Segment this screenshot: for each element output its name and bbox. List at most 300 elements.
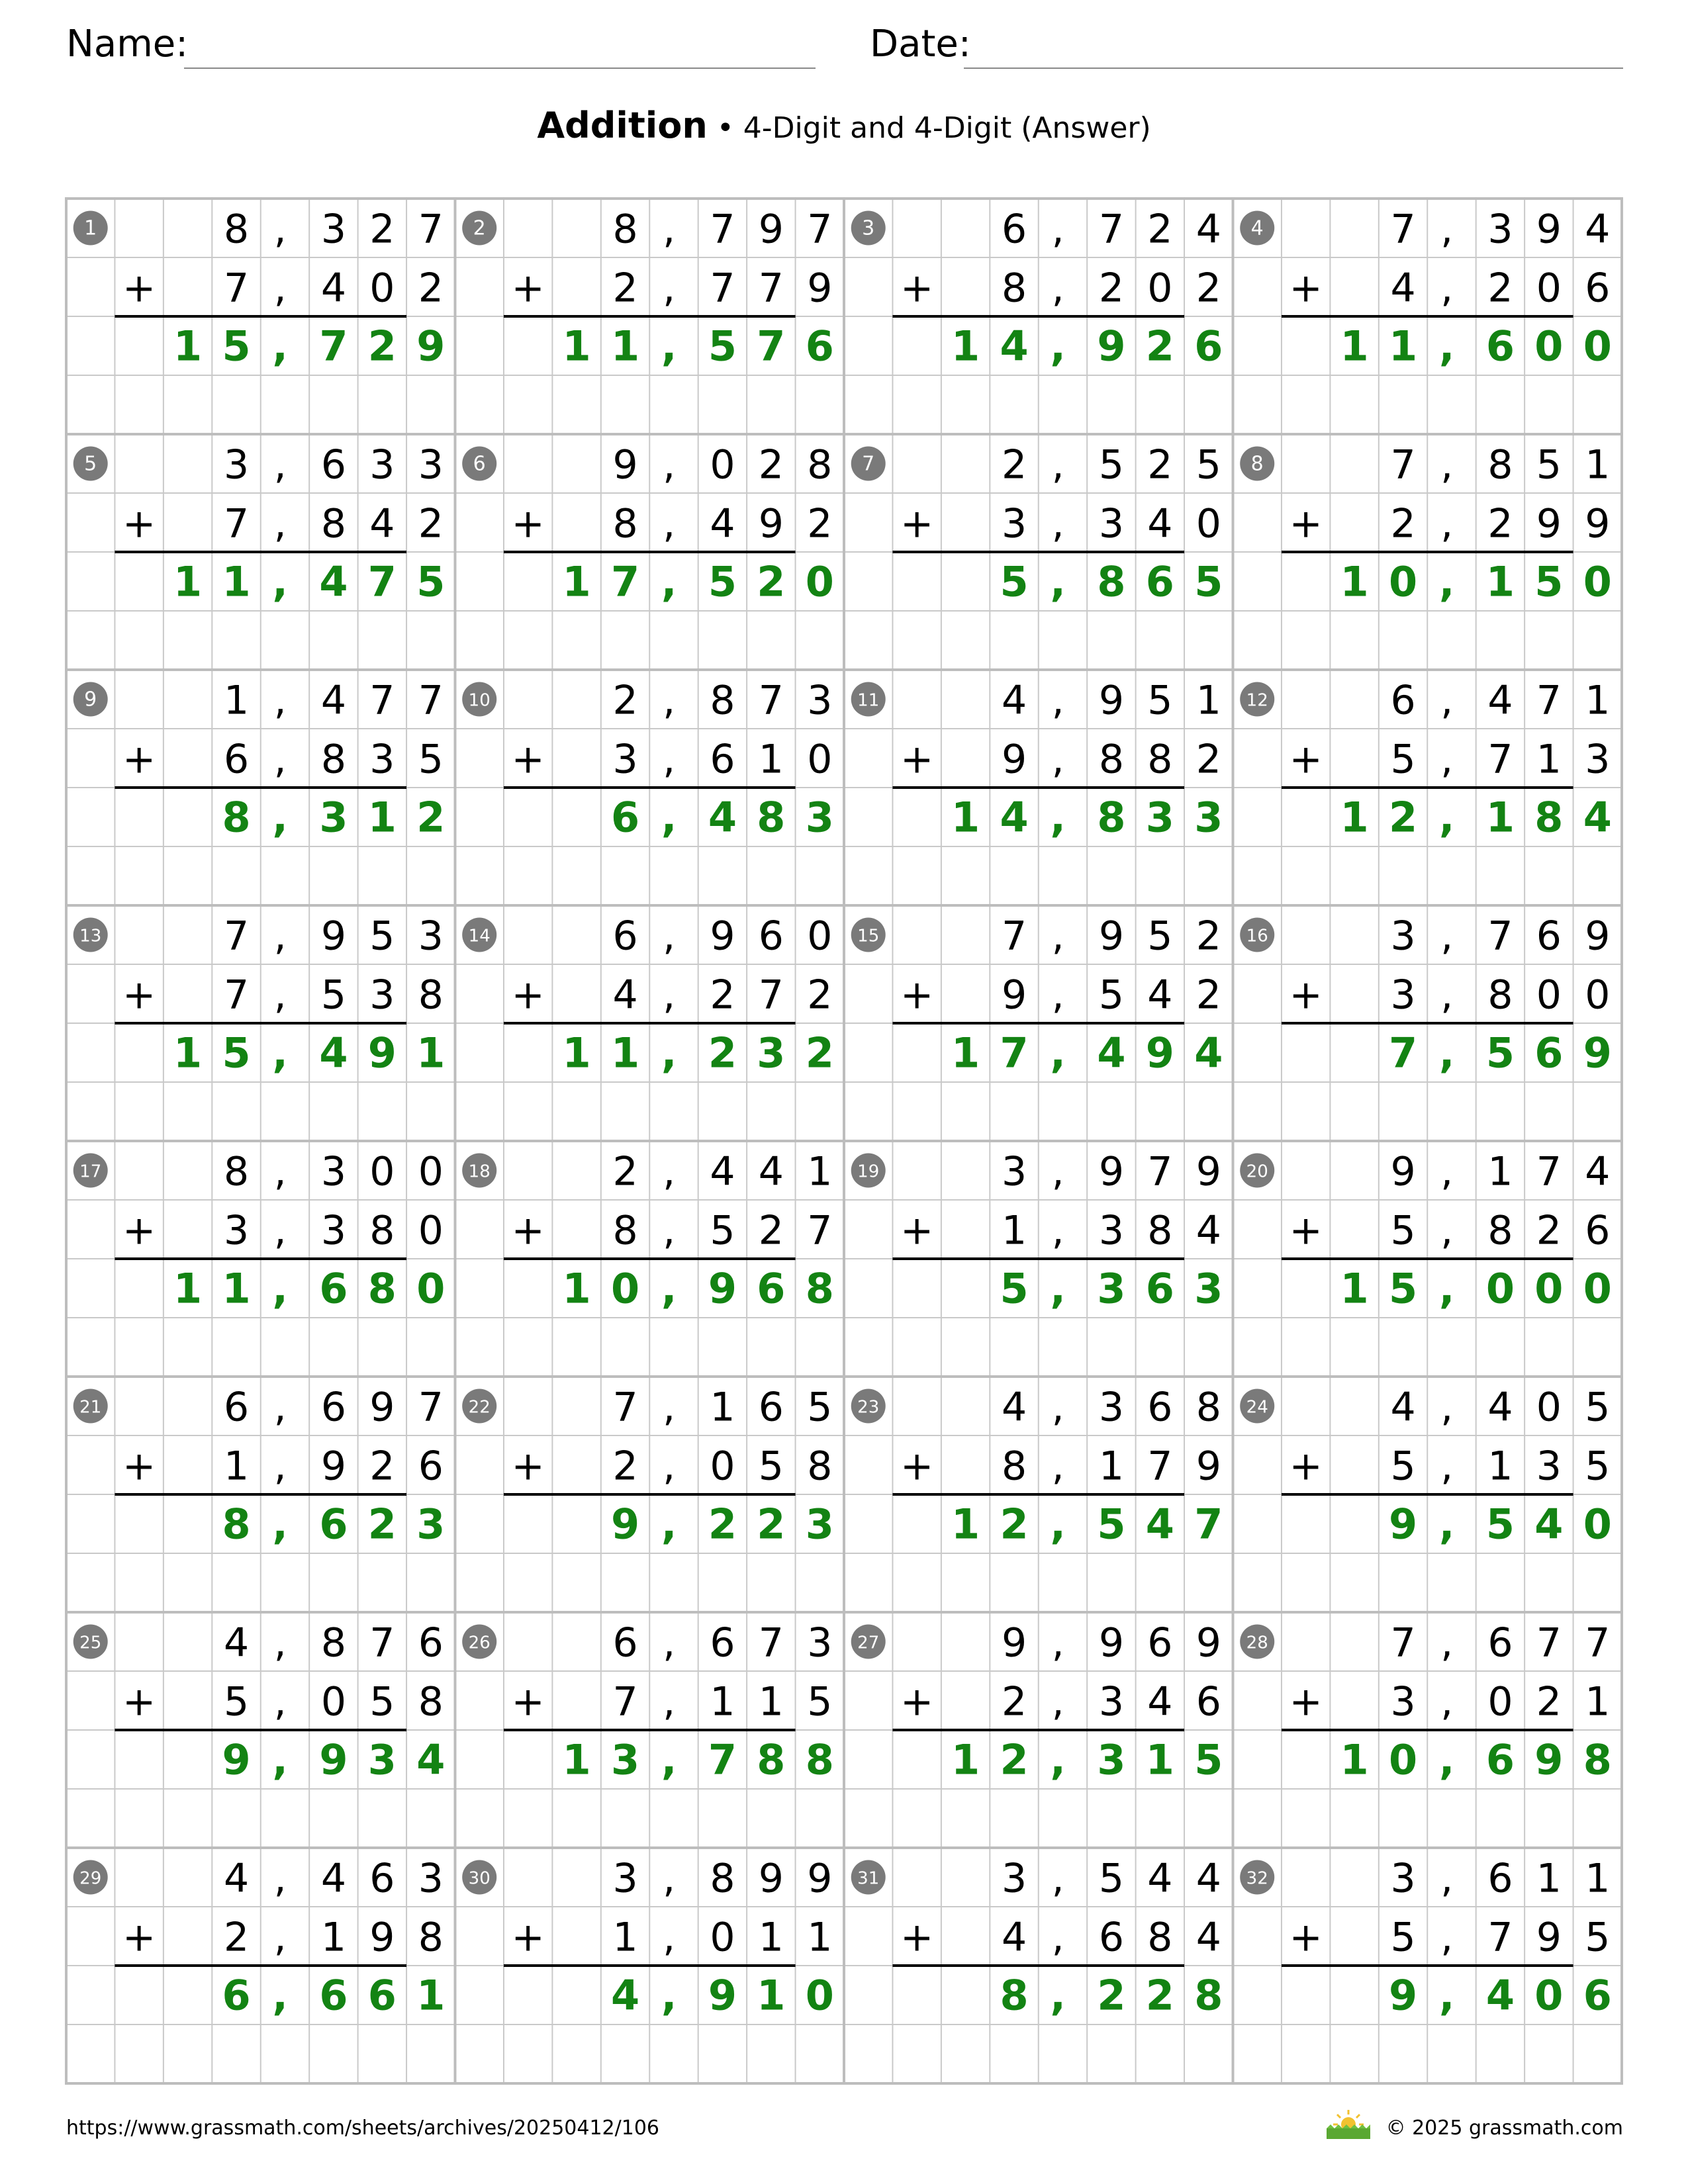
problem-number: 25	[79, 1633, 102, 1653]
addend-digit: ,	[663, 1384, 676, 1431]
addend-digit: 6	[1001, 206, 1027, 253]
addend-digit: 0	[1536, 265, 1562, 312]
addend-digit: 5	[369, 1678, 395, 1725]
answer-digit: 6	[319, 1264, 348, 1313]
addend-digit: 2	[612, 677, 638, 724]
problem-number: 9	[84, 688, 97, 711]
title-sub: 4-Digit and 4-Digit (Answer)	[743, 111, 1151, 145]
answer-digit: 1	[1340, 557, 1369, 606]
addend-digit: 3	[1536, 1443, 1562, 1490]
plus-sign: +	[122, 1443, 156, 1490]
addend-digit: 0	[807, 913, 833, 960]
answer-digit: 5	[708, 322, 737, 371]
addend-digit: 8	[418, 972, 444, 1019]
answer-digit: 1	[173, 322, 203, 371]
problem-2	[462, 206, 834, 371]
addend-digit: 6	[1390, 677, 1416, 724]
addend-digit: 4	[1585, 206, 1611, 253]
answer-digit: ,	[661, 322, 677, 371]
addend-digit: 2	[710, 972, 735, 1019]
addend-digit: 7	[418, 1384, 444, 1431]
addend-digit: 3	[320, 1207, 346, 1254]
addend-digit: 8	[1147, 1914, 1173, 1961]
addend-digit: 4	[369, 500, 395, 547]
addend-digit: ,	[1440, 913, 1454, 960]
answer-digit: 1	[562, 1735, 591, 1784]
addend-digit: 4	[1487, 677, 1513, 724]
answer-digit: ,	[1050, 1264, 1066, 1313]
addend-digit: ,	[1440, 1855, 1454, 1902]
addend-digit: 7	[1001, 913, 1027, 960]
addend-digit: ,	[1051, 677, 1064, 724]
addend-digit: 1	[320, 1914, 346, 1961]
plus-sign: +	[900, 1207, 934, 1254]
answer-digit: 8	[1534, 793, 1564, 842]
answer-digit: 3	[1097, 1264, 1126, 1313]
addend-digit: 4	[1001, 1914, 1027, 1961]
addend-digit: 4	[1147, 972, 1173, 1019]
addend-digit: 4	[1001, 1384, 1027, 1431]
addend-digit: 1	[1487, 1443, 1513, 1490]
addend-digit: 6	[710, 1619, 735, 1666]
answer-digit: 4	[1583, 793, 1612, 842]
addend-digit: 6	[1098, 1914, 1124, 1961]
answer-digit: ,	[661, 1500, 677, 1549]
problem-31	[851, 1856, 1223, 2020]
answer-digit: 8	[1097, 793, 1126, 842]
addend-digit: ,	[1051, 1148, 1064, 1195]
addend-digit: 1	[612, 1914, 638, 1961]
addend-digit: 9	[1196, 1443, 1221, 1490]
answer-digit: ,	[1438, 1264, 1455, 1313]
addend-digit: 0	[1487, 1678, 1513, 1725]
answer-digit: ,	[1050, 1735, 1066, 1784]
addend-digit: ,	[1440, 1678, 1454, 1725]
answer-digit: 0	[416, 1264, 445, 1313]
addend-digit: ,	[273, 441, 287, 488]
answer-digit: 2	[1388, 793, 1418, 842]
answer-digit: ,	[1050, 322, 1066, 371]
addend-digit: 8	[223, 1148, 250, 1195]
addend-digit: 2	[1001, 441, 1027, 488]
addend-digit: 9	[1536, 1914, 1562, 1961]
answer-digit: 1	[951, 322, 980, 371]
problem-20	[1240, 1149, 1612, 1313]
addend-digit: 9	[320, 1443, 346, 1490]
addend-digit: 4	[320, 1855, 346, 1902]
addend-digit: 3	[1390, 1678, 1416, 1725]
addend-digit: 7	[710, 206, 735, 253]
addend-digit: ,	[273, 972, 287, 1019]
addend-digit: 5	[1098, 1855, 1124, 1902]
answer-digit: 3	[805, 793, 834, 842]
problem-number: 17	[79, 1161, 102, 1182]
footer-url[interactable]: https://www.grassmath.com/sheets/archives/20250412/106	[66, 2116, 660, 2140]
answer-digit: 3	[1097, 1735, 1126, 1784]
addend-digit: 5	[1585, 1384, 1611, 1431]
addend-digit: ,	[273, 500, 287, 547]
plus-sign: +	[900, 1678, 934, 1725]
problem-number: 2	[473, 216, 486, 240]
addend-digit: ,	[1440, 1619, 1454, 1666]
problem-5	[73, 442, 445, 606]
answer-digit: 0	[1583, 1500, 1612, 1549]
answer-digit: 8	[1000, 1971, 1029, 2020]
answer-digit: 0	[610, 1264, 640, 1313]
addend-digit: 9	[1001, 972, 1027, 1019]
addend-digit: 3	[1098, 1384, 1124, 1431]
answer-digit: 2	[757, 1500, 786, 1549]
answer-digit: 6	[805, 322, 834, 371]
answer-digit: 8	[222, 793, 251, 842]
addend-digit: 9	[1098, 1148, 1124, 1195]
problem-number: 27	[857, 1633, 880, 1653]
plus-sign: +	[1289, 500, 1323, 547]
problem-29	[73, 1856, 445, 2020]
addend-digit: 5	[418, 736, 444, 783]
addend-digit: 9	[1585, 500, 1611, 547]
addend-digit: 5	[1390, 1914, 1416, 1961]
addend-digit: 2	[1487, 265, 1513, 312]
addend-digit: 1	[1098, 1443, 1124, 1490]
problem-number: 8	[1250, 452, 1264, 476]
addend-digit: 6	[1585, 265, 1611, 312]
addend-digit: 4	[710, 500, 735, 547]
answer-digit: 0	[805, 557, 834, 606]
addend-digit: 8	[320, 736, 346, 783]
addend-digit: 9	[1536, 500, 1562, 547]
plus-sign: +	[122, 1207, 156, 1254]
answer-digit: 3	[319, 793, 348, 842]
addend-digit: 0	[418, 1148, 444, 1195]
problem-number: 11	[857, 690, 880, 711]
answer-digit: 1	[1340, 793, 1369, 842]
addend-digit: 3	[418, 441, 444, 488]
answer-digit: ,	[272, 793, 288, 842]
addend-digit: 0	[1147, 265, 1173, 312]
addend-digit: 0	[710, 1443, 735, 1490]
addend-digit: 9	[758, 206, 784, 253]
addend-digit: 2	[1487, 500, 1513, 547]
addend-digit: ,	[273, 1148, 287, 1195]
problem-13	[73, 913, 445, 1077]
problem-9	[73, 678, 445, 842]
addend-digit: 0	[418, 1207, 444, 1254]
addend-digit: 3	[612, 1855, 638, 1902]
addend-digit: 5	[1585, 1443, 1611, 1490]
answer-digit: ,	[661, 1264, 677, 1313]
addend-digit: 7	[758, 265, 784, 312]
addend-digit: 5	[223, 1678, 250, 1725]
addend-digit: 1	[710, 1384, 735, 1431]
addend-digit: 6	[1536, 913, 1562, 960]
addend-digit: 1	[1196, 677, 1221, 724]
answer-digit: 8	[757, 793, 786, 842]
addend-digit: ,	[663, 1207, 676, 1254]
addend-digit: 9	[807, 265, 833, 312]
answer-digit: 1	[610, 1028, 640, 1077]
addend-digit: ,	[1440, 736, 1454, 783]
answer-digit: 3	[757, 1028, 786, 1077]
problem-number: 23	[857, 1397, 880, 1418]
addend-digit: 3	[369, 441, 395, 488]
answer-digit: 1	[562, 1264, 591, 1313]
addend-digit: ,	[1440, 677, 1454, 724]
answer-digit: 7	[610, 557, 640, 606]
plus-sign: +	[900, 500, 934, 547]
answer-digit: 0	[1388, 557, 1418, 606]
addend-digit: 9	[1390, 1148, 1416, 1195]
addend-digit: ,	[663, 1678, 676, 1725]
addend-digit: 7	[223, 913, 250, 960]
addend-digit: 7	[807, 206, 833, 253]
answer-digit: 5	[1097, 1500, 1126, 1549]
addend-digit: 2	[223, 1914, 250, 1961]
addend-digit: 7	[758, 972, 784, 1019]
answer-digit: 8	[805, 1735, 834, 1784]
addend-digit: ,	[663, 972, 676, 1019]
addend-digit: 7	[1098, 206, 1124, 253]
addend-digit: 0	[710, 441, 735, 488]
answer-digit: 1	[416, 1028, 445, 1077]
addend-digit: 3	[1487, 206, 1513, 253]
answer-digit: 4	[319, 1028, 348, 1077]
answer-digit: 2	[708, 1500, 737, 1549]
addend-digit: 8	[612, 1207, 638, 1254]
addend-digit: 6	[612, 1619, 638, 1666]
addend-digit: 8	[1001, 265, 1027, 312]
answer-digit: ,	[661, 793, 677, 842]
answer-digit: 9	[319, 1735, 348, 1784]
addend-digit: 8	[1487, 1207, 1513, 1254]
addend-digit: 0	[1585, 972, 1611, 1019]
addend-digit: 8	[612, 206, 638, 253]
addend-digit: 1	[1585, 441, 1611, 488]
answer-digit: 1	[1340, 1735, 1369, 1784]
addend-digit: 3	[369, 972, 395, 1019]
answer-digit: 2	[1145, 322, 1174, 371]
addend-digit: ,	[273, 1678, 287, 1725]
addend-digit: 8	[223, 206, 250, 253]
addend-digit: 9	[369, 1914, 395, 1961]
addend-digit: 8	[1487, 972, 1513, 1019]
answer-digit: 0	[1485, 1264, 1515, 1313]
addend-digit: 7	[1487, 736, 1513, 783]
plus-sign: +	[1289, 1443, 1323, 1490]
addend-digit: ,	[663, 736, 676, 783]
addend-digit: ,	[663, 1443, 676, 1490]
addend-digit: 1	[1585, 1678, 1611, 1725]
addend-digit: ,	[1051, 1678, 1064, 1725]
plus-sign: +	[511, 972, 545, 1019]
answer-digit: ,	[1050, 557, 1066, 606]
answer-digit: ,	[272, 322, 288, 371]
problem-18	[462, 1149, 834, 1313]
plus-sign: +	[122, 1678, 156, 1725]
addend-digit: ,	[273, 1914, 287, 1961]
addend-digit: 2	[1196, 913, 1221, 960]
problem-number: 15	[857, 926, 880, 946]
plus-sign: +	[1289, 1678, 1323, 1725]
answer-digit: 0	[805, 1971, 834, 2020]
addend-digit: 2	[612, 1443, 638, 1490]
addend-digit: 9	[1196, 1148, 1221, 1195]
answer-digit: 1	[1485, 793, 1515, 842]
answer-digit: 1	[562, 557, 591, 606]
problem-12	[1240, 678, 1612, 842]
addend-digit: 7	[807, 1207, 833, 1254]
problem-number: 31	[857, 1868, 880, 1889]
addend-digit: 9	[710, 913, 735, 960]
plus-sign: +	[1289, 1914, 1323, 1961]
addend-digit: 2	[1147, 206, 1173, 253]
problem-number: 1	[84, 216, 97, 240]
addend-digit: 0	[807, 736, 833, 783]
answer-digit: 2	[757, 557, 786, 606]
answer-digit: 1	[1388, 322, 1418, 371]
addend-digit: 7	[223, 972, 250, 1019]
addend-digit: 1	[758, 1678, 784, 1725]
addend-digit: 7	[1536, 677, 1562, 724]
addend-digit: 1	[1487, 1148, 1513, 1195]
answer-digit: 1	[1485, 557, 1515, 606]
plus-sign: +	[511, 1914, 545, 1961]
grassmath-logo-icon	[1324, 2109, 1373, 2140]
addend-digit: ,	[1051, 441, 1064, 488]
answer-digit: 6	[1583, 1971, 1612, 2020]
answer-digit: ,	[661, 1971, 677, 2020]
answer-digit: ,	[1438, 1971, 1455, 2020]
answer-digit: 0	[1583, 557, 1612, 606]
answer-digit: ,	[1050, 1028, 1066, 1077]
addend-digit: 5	[1390, 1207, 1416, 1254]
problem-number: 18	[468, 1161, 491, 1182]
addend-digit: 2	[418, 500, 444, 547]
answer-digit: 8	[1097, 557, 1126, 606]
addend-digit: 0	[710, 1914, 735, 1961]
answer-digit: ,	[1438, 1500, 1455, 1549]
problem-number: 5	[84, 452, 97, 476]
addend-digit: ,	[663, 1619, 676, 1666]
answer-digit: 3	[367, 1735, 397, 1784]
addend-digit: ,	[1051, 206, 1064, 253]
addend-digit: 1	[807, 1148, 833, 1195]
addend-digit: 0	[320, 1678, 346, 1725]
title-main: Addition	[537, 105, 708, 146]
addend-digit: 8	[710, 1855, 735, 1902]
addend-digit: ,	[663, 1914, 676, 1961]
addend-digit: 1	[710, 1678, 735, 1725]
problem-number: 14	[468, 926, 491, 946]
addend-digit: ,	[273, 1855, 287, 1902]
addend-digit: 5	[1147, 677, 1173, 724]
addend-digit: 8	[320, 500, 346, 547]
addend-digit: 2	[758, 1207, 784, 1254]
addend-digit: 3	[320, 1148, 346, 1195]
problem-number: 20	[1246, 1161, 1268, 1182]
answer-digit: 4	[416, 1735, 445, 1784]
addend-digit: 4	[1196, 206, 1221, 253]
answer-digit: 0	[1534, 1971, 1564, 2020]
addend-digit: ,	[1440, 265, 1454, 312]
addend-digit: ,	[1051, 913, 1064, 960]
addend-digit: 9	[807, 1855, 833, 1902]
problem-number: 21	[79, 1397, 102, 1418]
addend-digit: 4	[710, 1148, 735, 1195]
answer-digit: 2	[367, 322, 397, 371]
addend-digit: ,	[663, 913, 676, 960]
answer-digit: 5	[1534, 557, 1564, 606]
answer-digit: 4	[1097, 1028, 1126, 1077]
plus-sign: +	[122, 1914, 156, 1961]
answer-digit: 1	[1340, 322, 1369, 371]
addend-digit: 4	[1196, 1855, 1221, 1902]
addend-digit: 4	[223, 1855, 250, 1902]
addend-digit: ,	[1051, 736, 1064, 783]
addend-digit: 3	[1098, 500, 1124, 547]
addend-digit: 3	[320, 206, 346, 253]
addend-digit: 7	[223, 500, 250, 547]
answer-digit: 2	[1000, 1500, 1029, 1549]
addend-digit: 6	[1487, 1619, 1513, 1666]
addend-digit: 6	[418, 1443, 444, 1490]
addend-digit: 7	[418, 677, 444, 724]
addend-digit: 4	[1147, 1855, 1173, 1902]
addend-digit: 2	[807, 500, 833, 547]
problem-6	[462, 442, 834, 606]
answer-digit: 3	[610, 1735, 640, 1784]
addend-digit: 3	[807, 677, 833, 724]
addend-digit: ,	[1440, 1384, 1454, 1431]
answer-digit: 9	[708, 1264, 737, 1313]
problem-16	[1240, 913, 1612, 1077]
problem-27	[851, 1620, 1223, 1784]
addend-digit: 6	[1487, 1855, 1513, 1902]
footer-copyright: © 2025 grassmath.com	[1385, 2116, 1623, 2140]
addend-digit: ,	[1051, 1443, 1064, 1490]
addend-digit: 6	[1147, 1619, 1173, 1666]
answer-digit: 9	[367, 1028, 397, 1077]
addend-digit: 1	[1536, 736, 1562, 783]
problem-number: 24	[1246, 1397, 1268, 1418]
addend-digit: 5	[758, 1443, 784, 1490]
addend-digit: 3	[418, 1855, 444, 1902]
addend-digit: 5	[807, 1678, 833, 1725]
problem-number: 10	[468, 690, 491, 711]
answer-digit: ,	[1050, 793, 1066, 842]
answer-digit: 6	[319, 1971, 348, 2020]
addend-digit: 9	[1536, 206, 1562, 253]
problem-number: 28	[1246, 1633, 1268, 1653]
addend-digit: 2	[612, 1148, 638, 1195]
problem-14	[462, 913, 834, 1077]
addend-digit: ,	[1440, 1148, 1454, 1195]
addend-digit: 8	[1487, 441, 1513, 488]
addend-digit: 3	[1585, 736, 1611, 783]
answer-digit: 4	[1485, 1971, 1515, 2020]
plus-sign: +	[122, 500, 156, 547]
addend-digit: 7	[758, 677, 784, 724]
problem-number: 26	[468, 1633, 491, 1653]
answer-digit: 5	[222, 1028, 251, 1077]
answer-digit: 2	[416, 793, 445, 842]
problem-22	[462, 1385, 834, 1549]
addend-digit: 1	[1585, 1855, 1611, 1902]
answer-digit: 2	[1145, 1971, 1174, 2020]
addend-digit: ,	[1051, 1619, 1064, 1666]
addend-digit: 5	[1196, 441, 1221, 488]
addend-digit: ,	[273, 1619, 287, 1666]
